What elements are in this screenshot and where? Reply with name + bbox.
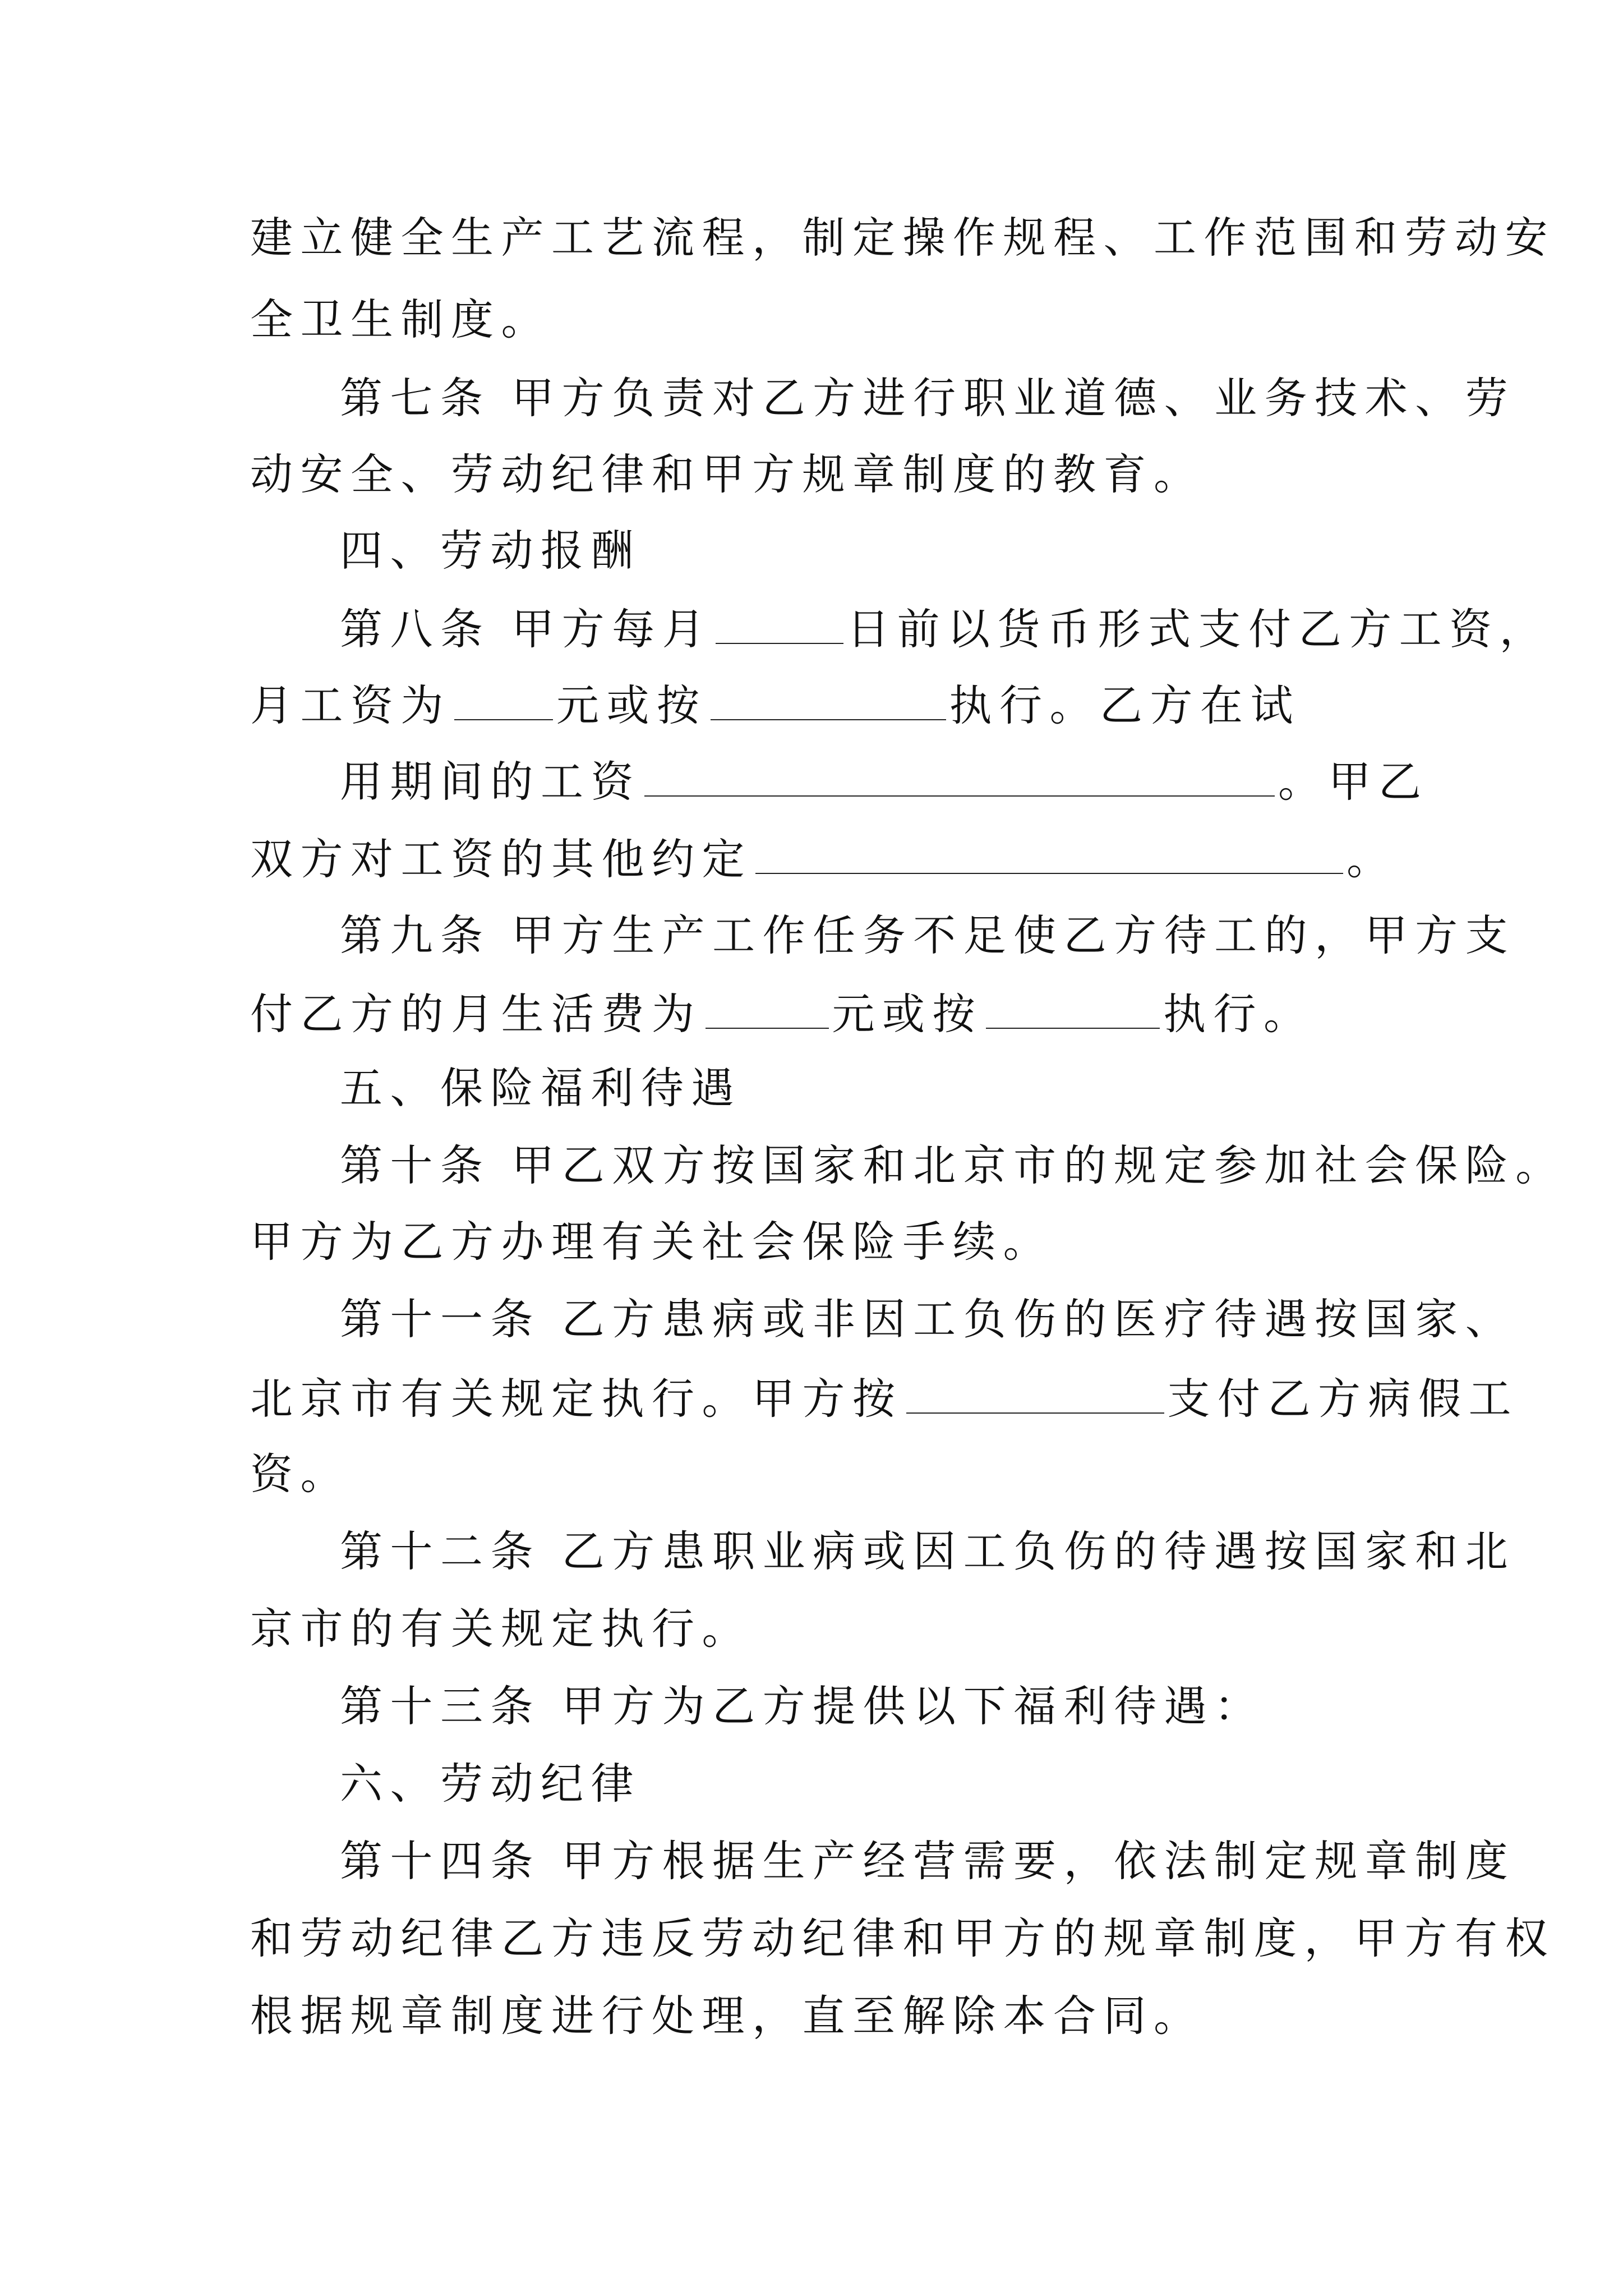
article-8-line — [340, 604, 1550, 654]
article-9-line: 第九条 甲方生产工作任务不足使乙方待工的，甲方支 — [340, 910, 1516, 960]
article-14-line: 第十四条 甲方根据生产经营需要，依法制定规章制度 — [340, 1836, 1516, 1886]
text-segment: 执行。乙方在试 — [949, 680, 1301, 730]
text-segment: 用期间的工资 — [340, 757, 641, 807]
text-segment: 。甲乙 — [1278, 757, 1429, 807]
text-segment: 。 — [1347, 834, 1397, 884]
text-line — [340, 757, 1429, 807]
text-line: 甲方为乙方办理有关社会保险手续。 — [250, 1217, 1053, 1267]
text-line: 全卫生制度。 — [250, 295, 551, 344]
text-line: 动安全、劳动纪律和甲方规章制度的教育。 — [250, 449, 1204, 499]
text-segment: 付乙方的月生活费为 — [250, 989, 702, 1039]
text-segment: 月工资为 — [250, 680, 451, 730]
article-13-line: 第十三条 甲方为乙方提供以下福利待遇： — [340, 1681, 1265, 1731]
text-segment: 第八条 甲方每月 — [340, 604, 713, 654]
text-line: 资。 — [250, 1449, 351, 1499]
text-line — [250, 1374, 1519, 1424]
fill-blank — [706, 991, 829, 1029]
fill-blank — [906, 1375, 1164, 1414]
article-7-line: 第七条 甲方负责对乙方进行职业道德、业务技术、劳 — [340, 373, 1516, 423]
text-segment: 元或按 — [832, 989, 983, 1039]
text-segment: 执行。 — [1163, 989, 1314, 1039]
fill-blank — [986, 991, 1160, 1029]
text-segment: 元或按 — [556, 680, 707, 730]
section-heading-5: 五、保险福利待遇 — [340, 1063, 741, 1113]
section-heading-6: 六、劳动纪律 — [340, 1759, 641, 1809]
fill-blank — [711, 682, 946, 720]
article-12-line: 第十二条 乙方患职业病或因工负伤的待遇按国家和北 — [340, 1526, 1516, 1576]
text-line — [250, 834, 1397, 884]
fill-blank — [755, 836, 1343, 874]
article-11-line: 第十一条 乙方患病或非因工负伤的医疗待遇按国家、 — [340, 1294, 1516, 1344]
text-segment: 双方对工资的其他约定 — [250, 834, 752, 884]
text-segment: 支付乙方病假工 — [1167, 1374, 1519, 1424]
text-line — [250, 989, 1314, 1039]
section-heading-4: 四、劳动报酬 — [340, 526, 641, 576]
fill-blank — [454, 682, 553, 720]
text-line: 京市的有关规定执行。 — [250, 1604, 752, 1654]
article-10-line: 第十条 甲乙双方按国家和北京市的规定参加社会保险。 — [340, 1140, 1566, 1190]
text-segment: 日前以货币形式支付乙方工资， — [847, 604, 1550, 654]
fill-blank — [716, 606, 843, 644]
text-line: 和劳动纪律乙方违反劳动纪律和甲方的规章制度，甲方有权 — [250, 1913, 1555, 1963]
text-line: 建立健全生产工艺流程，制定操作规程、工作范围和劳动安 — [250, 213, 1555, 263]
fill-blank — [644, 758, 1275, 797]
text-segment: 北京市有关规定执行。甲方按 — [250, 1374, 903, 1424]
text-line: 根据规章制度进行处理，直至解除本合同。 — [250, 1991, 1204, 2041]
text-line — [250, 680, 1301, 730]
